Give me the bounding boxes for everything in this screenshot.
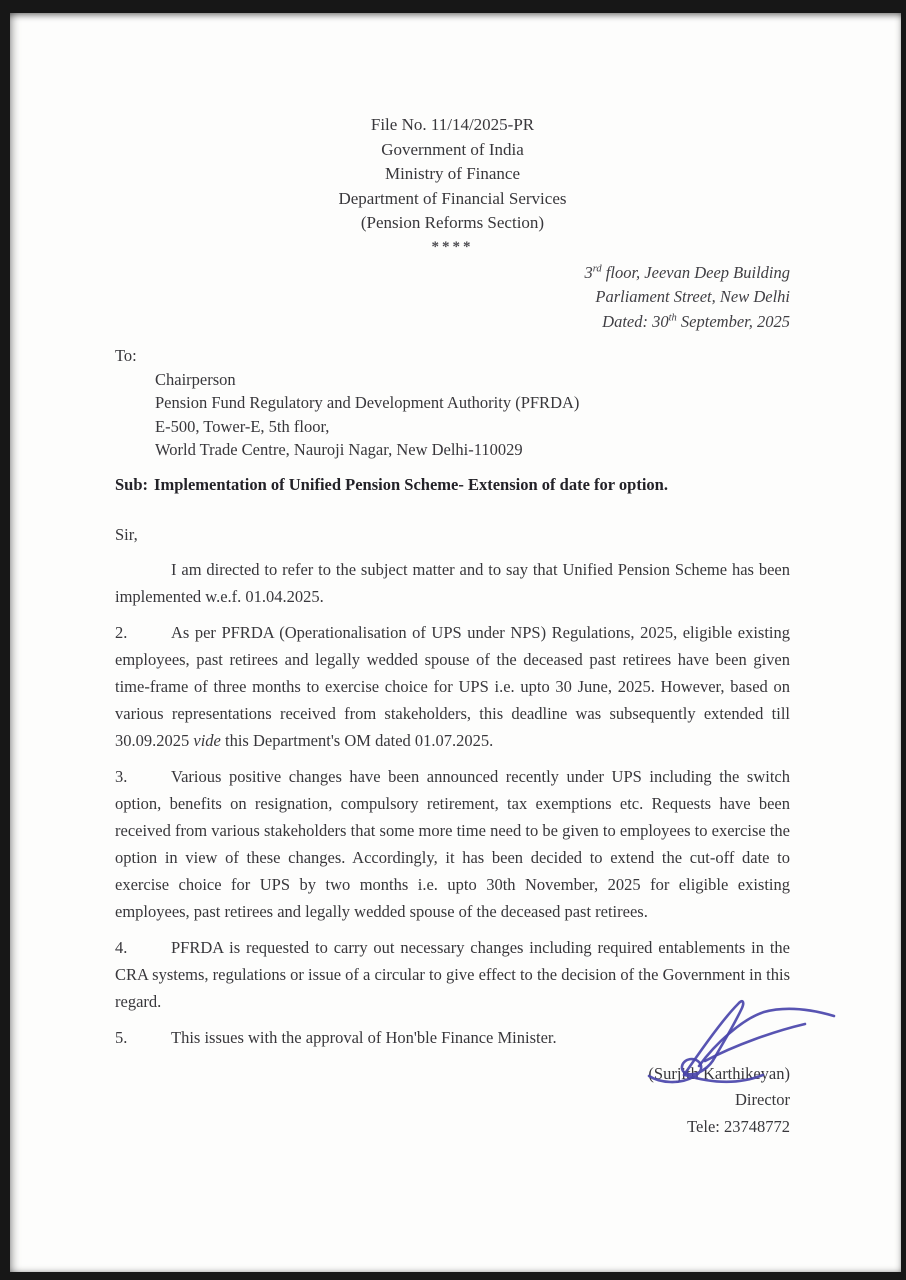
paragraph-3-number: 3. [115, 766, 128, 786]
signatory-name: (Surjith Karthikeyan) [648, 1063, 790, 1083]
letter-content [115, 113, 790, 1140]
issuing-address-block [115, 261, 790, 335]
paragraph-4 [115, 934, 790, 1015]
paragraph-3-text: Various positive changes have been announced recently under UPS including the switch option, benefits on resignation, compulsory retirement, tax exemptions etc. Requests have been received from various stakeholders that some more time need to be given to employees to exercise the option in view of these changes. Accordingly, it has been decided to extend the cut-off date to exercise choice for UPS by two months i.e. upto 30th November, 2025 for eligible existing employees, past retirees and legally wedded spouse of the deceased past retirees. [115, 766, 790, 921]
paragraph-4-number: 4. [115, 937, 128, 957]
to-label: To: [115, 346, 137, 365]
paragraph-2 [115, 619, 790, 754]
paragraph-2-number: 2. [115, 622, 128, 642]
salutation: Sir, [115, 524, 138, 544]
recipient-address [155, 368, 790, 462]
org-line-government: Government of India [381, 139, 524, 159]
org-line-section: (Pension Reforms Section) [360, 213, 545, 232]
paragraph-5 [115, 1024, 790, 1051]
recipient-organisation: Pension Fund Regulatory and Development Authority (PFRDA) [155, 393, 580, 412]
recipient-block [115, 344, 790, 462]
paragraph-2-text-b: this Department's OM dated 01.07.2025. [220, 730, 494, 750]
paragraph-5-number: 5. [115, 1027, 128, 1047]
recipient-address-line-2: World Trade Centre, Nauroji Nagar, New Delhi-110029 [155, 440, 523, 459]
recipient-address-line-1: E-500, Tower-E, 5th floor, [155, 416, 330, 436]
paragraph-5-text: This issues with the approval of Hon'ble Finance Minister. [171, 1027, 557, 1047]
from-building: floor, Jeevan Deep Building [601, 262, 790, 282]
signatory-title: Director [735, 1090, 790, 1109]
date-prefix: Dated: 30 [602, 311, 669, 331]
paragraph-3 [115, 763, 790, 925]
paragraph-2-text-a: As per PFRDA (Operationalisation of UPS under NPS) Regulations, 2025, eligible existing employees, past retirees and legally wedded spouse of the deceased past retirees have been given time-frame of three months to exercise choice for UPS i.e. upto 30 June, 2025. However, based on various representations received from stakeholders, this deadline was subsequently extended till 30.09.2025 [115, 622, 790, 750]
paragraph-2-italic-vide: vide [193, 730, 221, 750]
from-address-line-2: Parliament Street, New Delhi [595, 287, 790, 306]
subject-line [115, 472, 790, 497]
letterhead [115, 113, 790, 258]
signature-block [115, 1061, 790, 1141]
signatory-telephone: Tele: 23748772 [687, 1116, 790, 1136]
paragraph-4-text: PFRDA is requested to carry out necessary changes including required entablements in the CRA systems, regulations or issue of a circular to give effect to the decision of the Government in this regard. [115, 937, 790, 1011]
subject-text: Implementation of Unified Pension Scheme- Extension of date for option. [154, 474, 668, 494]
ordinal-superscript: rd [592, 263, 602, 274]
date-rest: September, 2025 [676, 311, 790, 331]
from-floor-number: 3 [584, 262, 593, 282]
paragraph-1: I am directed to refer to the subject matter and to say that Unified Pension Scheme has been implemented w.e.f. 01.04.2025. [115, 559, 790, 606]
letter-paper [10, 13, 901, 1272]
subject-label: Sub: [115, 474, 149, 494]
org-line-department: Department of Financial Services [338, 188, 567, 208]
separator-stars: **** [431, 238, 474, 255]
recipient-designation: Chairperson [155, 369, 236, 389]
ordinal-superscript: th [668, 312, 677, 323]
file-number: File No. 11/14/2025-PR [370, 115, 535, 134]
org-line-ministry: Ministry of Finance [384, 164, 521, 183]
letter-date [115, 310, 790, 335]
from-address-line-1 [115, 261, 790, 286]
